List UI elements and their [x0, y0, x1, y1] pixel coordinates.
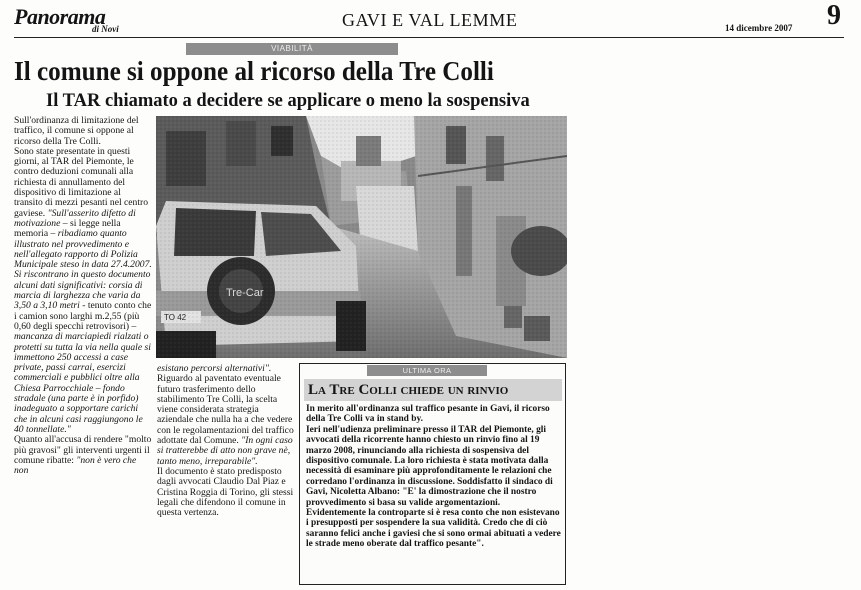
headline: Il comune si oppone al ricorso della Tre Colli	[14, 56, 494, 86]
article-text: – si legge nella memoria –	[14, 217, 121, 240]
article-quote: mancanza di marciapiedi rialzati o protetti su tutta la via nella quale si immettono 250 accessi a case private, passi carrai, esercizi commerciali e pubblici oltre alla Chiesa Parrocchiale – fondo stradale (una parte è in porfido) inadeguato a sopportare carichi che in alcuni casi raggiungono le 40 tonnellate."	[14, 331, 151, 435]
latest-news-title: La Tre Colli chiede un rinvio	[304, 379, 562, 401]
masthead-rule	[14, 37, 844, 38]
street-photo	[156, 116, 567, 358]
article-quote: "Sull'asserito difetto di motivazione	[14, 207, 136, 229]
issue-date: 14 dicembre 2007	[725, 23, 793, 33]
subheadline: Il TAR chiamato a decidere se applicare o meno la sospensiva	[46, 91, 530, 111]
latest-news-paragraph: Ieri nell'udienza preliminare presso il TAR del Piemonte, gli avvocati della ricorrente hanno chiesto un rinvio fino al 19 marzo 2008, rinunciando alla richiesta di sospensiva del dispositivo comunale. La loro richiesta è stata motivata dalla necessità di esaminare più approfonditamente le relazioni che corredano l'ordinanza in discussione. Soddisfatto il sindaco di Gavi, Nicoletta Albano: "E' la dimostrazione che il nostro provvedimento si basa su valide argomentazioni. Evidentemente la controparte si è resa conto che non esistevano i presupposti per sospendere la sua validità. Credo che di ciò saranno felici anche i gaviesi che si sono ormai abituati a vedere le strade meno oberate dal traffico pesante".	[306, 424, 561, 550]
page-number: 9	[827, 0, 841, 31]
street-photo-drawing	[156, 116, 567, 358]
latest-news-body	[306, 404, 562, 550]
newspaper-logo: Panorama	[14, 4, 106, 29]
latest-news-paragraph: In merito all'ordinanza sul traffico pesante in Gavi, il ricorso della Tre Colli va in stand by.	[306, 404, 550, 425]
article-text: Quanto all'accusa di rendere "molto più gravosi" gli interventi urgenti il comune ribatte:	[14, 434, 152, 466]
article-quote: "In ogni caso si tratterebbe di atto non grave nè, tanto meno, irreparabile".	[157, 435, 293, 467]
section-label: VIABILITÀ	[186, 43, 398, 55]
article-text: - tenuto conto che i camion sono larghi m.2,55 (più 0,60 degli specchi retrovisori) –	[14, 300, 152, 332]
latest-news-label: ULTIMA ORA	[367, 365, 487, 376]
article-text: Il documento è stato predisposto dagli avvocati Claudio Dal Piaz e Cristina Roggia di Torino, gli stessi legali che difendono il comune in questa vertenza.	[157, 465, 294, 519]
article-quote: "non è vero che non	[14, 454, 137, 477]
article-text: Sono state presentate in questi giorni, al TAR del Piemonte, le contro deduzioni comunali alla richiesta di annullamento del dispositivo di limitazione al transito di mezzi pesanti nel centro gaviese.	[14, 145, 148, 219]
article-text: Sull'ordinanza di limitazione del traffico, il comune si oppone al ricorso della Tre Colli.	[14, 115, 139, 147]
section-title: GAVI E VAL LEMME	[342, 10, 518, 30]
article-column-1	[14, 116, 152, 476]
newspaper-logo-subtitle: di Novi	[92, 24, 119, 34]
article-quote: ribadiamo quanto illustrato nel provvedimento e nell'allegato rapporto di Polizia Municipale steso in data 27.4.2007. Si riscontrano in questo documento alcuni dati significativi: corsia di marcia di larghezza che varia da 3,50 a 3,10 metri	[14, 228, 152, 312]
article-quote: esistano percorsi alternativi".	[157, 363, 272, 374]
article-column-2	[157, 364, 297, 518]
article-text: Riguardo al paventato eventuale futuro trasferimento dello stabilimento Tre Colli, la scelta viene considerata strategia aziendale che nulla ha a che vedere con le regolamentazioni del traffico adottate dal Comune.	[157, 373, 294, 447]
